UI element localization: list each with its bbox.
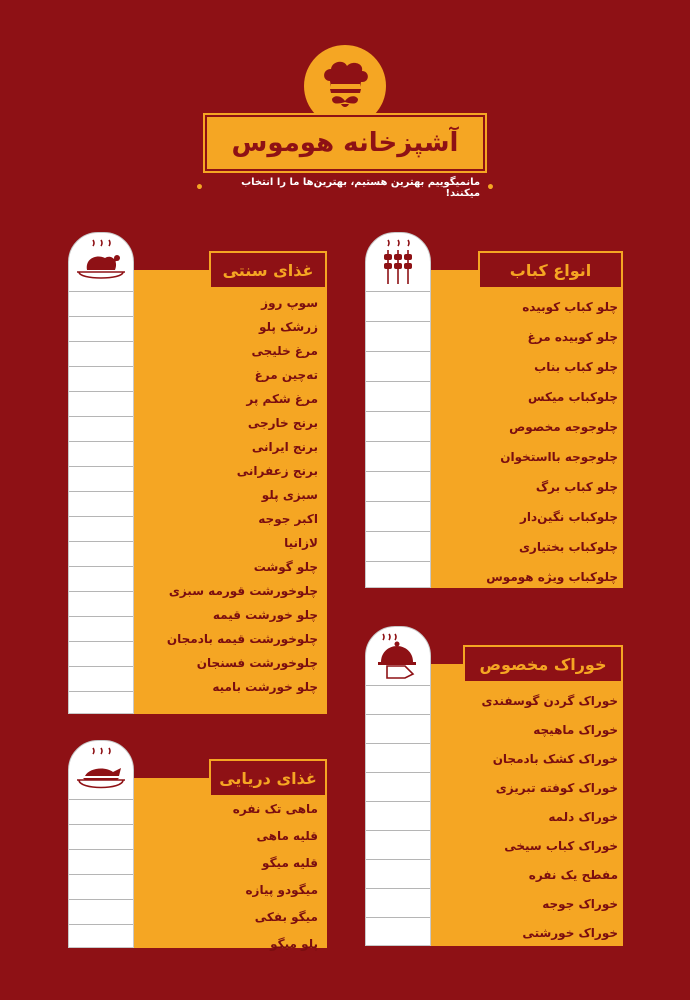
list-item: ماهی تک نفره <box>232 801 318 816</box>
traditional-items <box>142 291 318 699</box>
list-item: سبزی پلو <box>261 488 318 502</box>
special-header <box>463 645 623 683</box>
skewers-icon <box>378 238 418 286</box>
list-item: چلوکباب میکس <box>528 390 618 404</box>
list-item: زرشک پلو <box>258 320 318 334</box>
list-item: خوراک گردن گوسفندی <box>481 693 618 708</box>
list-item: خوراک ماهیچه <box>533 722 618 737</box>
cloche-icon <box>375 632 421 680</box>
kebab-items <box>440 292 618 592</box>
list-item: مرغ خلیجی <box>251 344 318 358</box>
special-icon-area <box>366 627 430 686</box>
list-item: خوراک کوفته تبریزی <box>495 780 618 795</box>
seafood-items <box>142 795 318 957</box>
list-item: چلوکباب ویژه هوموس <box>486 570 618 584</box>
list-item: چلو خورشت قیمه <box>212 608 318 622</box>
list-item: خوراک خورشتی <box>522 925 618 940</box>
list-item: مرغ شکم پر <box>246 392 318 406</box>
list-item: برنج زعفرانی <box>236 464 318 478</box>
list-item: چلوجوجه بااستخوان <box>500 450 618 464</box>
list-item: چلو خورشت بامیه <box>212 680 318 694</box>
seafood-header <box>209 759 327 797</box>
traditional-price-column <box>68 232 134 714</box>
traditional-header <box>209 251 327 289</box>
bullet-dot: • <box>486 180 495 196</box>
list-item: چلو کباب کوبیده <box>522 300 618 314</box>
traditional-title: غذای سنتی <box>222 260 314 280</box>
list-item: چلوکباب بختیاری <box>518 540 618 554</box>
special-title: خوراک مخصوص <box>479 654 607 674</box>
chef-hat-mustache-icon <box>314 55 376 117</box>
kebab-icon-area <box>366 233 430 292</box>
list-item: چلوخورشت فسنجان <box>196 656 318 670</box>
list-item: چلو کوبیده مرغ <box>527 330 618 344</box>
traditional-icon-area <box>69 233 133 292</box>
list-item: لازانیا <box>284 536 318 550</box>
roast-chicken-icon <box>75 238 127 286</box>
bullet-dot: • <box>195 180 204 196</box>
list-item: چلوخورشت قورمه سبزی <box>168 584 318 598</box>
kebab-header <box>478 251 623 289</box>
list-item: چلوجوجه مخصوص <box>509 420 618 434</box>
fish-platter-icon <box>75 746 127 794</box>
list-item: خوراک جوجه <box>542 896 618 911</box>
special-price-column <box>365 626 431 946</box>
list-item: چلوخورشت قیمه بادمجان <box>166 632 318 646</box>
seafood-icon-area <box>69 741 133 800</box>
list-item: چلو کباب بناب <box>534 360 618 374</box>
brand-title-box <box>205 115 485 171</box>
kebab-price-column <box>365 232 431 588</box>
list-item: ته‌چین مرغ <box>254 368 318 382</box>
list-item: چلو گوشت <box>253 560 318 574</box>
seafood-price-column <box>68 740 134 948</box>
list-item: میگودو پیازه <box>245 882 318 897</box>
list-item: برنج خارجی <box>247 416 318 430</box>
list-item: سوپ روز <box>261 296 318 310</box>
list-item: پلو میگو <box>270 936 318 951</box>
list-item: خوراک کشک بادمجان <box>492 751 618 766</box>
list-item: مفطح یک نفره <box>528 867 618 882</box>
list-item: قلیه ماهی <box>256 828 318 843</box>
list-item: قلیه میگو <box>262 855 318 870</box>
tagline-text: مانمیگوییم بهترین هستیم، بهترین‌ها ما را انتخاب میکنند! <box>241 177 481 199</box>
list-item: میگو بفکی <box>254 909 318 924</box>
special-items <box>440 686 618 947</box>
list-item: خوراک دلمه <box>548 809 618 824</box>
brand-title: آشپزخانه هوموس <box>231 128 459 158</box>
list-item: اکبر جوجه <box>258 512 318 526</box>
seafood-title: غذای دریایی <box>219 768 317 788</box>
tagline <box>195 178 495 198</box>
list-item: چلو کباب برگ <box>535 480 618 494</box>
kebab-title: انواع کباب <box>509 260 592 280</box>
list-item: چلوکباب نگین‌دار <box>519 510 618 524</box>
list-item: برنج ایرانی <box>251 440 318 454</box>
list-item: خوراک کباب سیخی <box>504 838 618 853</box>
